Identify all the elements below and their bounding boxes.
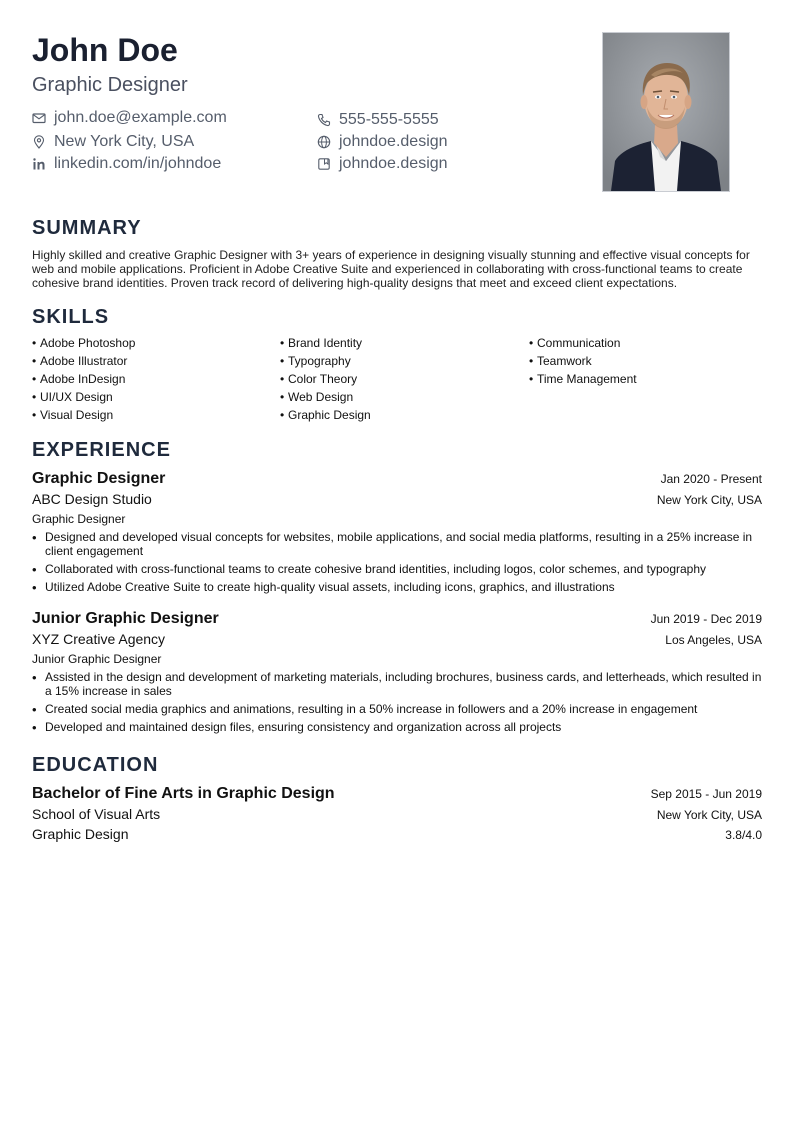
contact-location xyxy=(32,132,194,152)
contact-location-text: New York City, USA xyxy=(54,133,195,150)
contact-linkedin[interactable] xyxy=(32,154,221,174)
job-bullets xyxy=(32,530,762,598)
mail-icon xyxy=(32,111,46,125)
summary-text: Highly skilled and creative Graphic Designer with 3+ years of experience in designing visually stunning and effective visual concepts for web and mobile applications. Proficient in Adobe Creative Suite and experienced in collaborating with cross-functional teams to create cohesive brand identities. Proven track record of delivering high-quality designs that meet and exceed client expectations. xyxy=(32,248,750,290)
education-location: New York City, USA xyxy=(656,808,762,822)
skill-item: • Adobe Photoshop xyxy=(32,336,136,350)
education-field: Graphic Design xyxy=(32,826,129,842)
skill-item: • Typography xyxy=(280,354,351,368)
contact-phone-text: 555-555-5555 xyxy=(339,111,439,128)
location-icon xyxy=(32,135,46,149)
skill-item: • UI/UX Design xyxy=(32,390,113,404)
contact-website[interactable] xyxy=(317,132,448,152)
skills-heading: SKILLS xyxy=(32,306,110,328)
skill-item: • Web Design xyxy=(280,390,354,404)
list-item: • Created social media graphics and animations, resulting in a 50% increase in followers and a 20% increase in engagement xyxy=(32,702,698,717)
resume-job-title: Graphic Designer xyxy=(32,74,188,96)
skill-item: • Graphic Design xyxy=(280,408,371,422)
experience-heading: EXPERIENCE xyxy=(32,439,171,461)
list-item: • Utilized Adobe Creative Suite to create high-quality visual assets, including icons, graphics, and illustrations xyxy=(32,580,615,595)
job-bullets xyxy=(32,670,762,738)
portfolio-icon xyxy=(317,157,331,171)
job-company: XYZ Creative Agency xyxy=(32,631,166,647)
education-dates: Sep 2015 - Jun 2019 xyxy=(650,787,762,801)
job-location: Los Angeles, USA xyxy=(665,633,762,647)
skill-item: • Teamwork xyxy=(529,354,592,368)
phone-icon xyxy=(317,113,331,127)
education-gpa: 3.8/4.0 xyxy=(725,828,762,842)
education-degree: Bachelor of Fine Arts in Graphic Design xyxy=(32,785,335,802)
job-company: ABC Design Studio xyxy=(32,491,152,507)
job-role: Graphic Designer xyxy=(32,512,126,526)
job-title: Graphic Designer xyxy=(32,470,166,487)
list-item: • Collaborated with cross-functional teams to create cohesive brand identities, including logos, color schemes, and typography xyxy=(32,562,707,577)
profile-photo xyxy=(602,32,730,192)
job-dates: Jan 2020 - Present xyxy=(660,472,762,486)
contact-portfolio-text: johndoe.design xyxy=(339,155,448,172)
skill-item: • Adobe InDesign xyxy=(32,372,126,386)
skill-item: • Time Management xyxy=(529,372,637,386)
skill-item: • Color Theory xyxy=(280,372,358,386)
skill-item: • Brand Identity xyxy=(280,336,363,350)
contact-website-text: johndoe.design xyxy=(339,133,448,150)
summary-heading: SUMMARY xyxy=(32,217,142,239)
list-item: • Designed and developed visual concepts for websites, mobile applications, and social media platforms, resulting in a 25% increase in client engagement xyxy=(32,530,753,558)
contact-phone[interactable] xyxy=(317,110,439,130)
profile-portrait-image xyxy=(603,33,729,191)
skill-item: • Communication xyxy=(529,336,621,350)
education-heading: EDUCATION xyxy=(32,754,159,776)
skill-item: • Adobe Illustrator xyxy=(32,354,128,368)
job-dates: Jun 2019 - Dec 2019 xyxy=(650,612,762,626)
job-role: Junior Graphic Designer xyxy=(32,652,162,666)
list-item: • Assisted in the design and development of marketing materials, including brochures, business cards, and letterheads, which resulted in a 15% increase in sales xyxy=(32,670,762,698)
job-title: Junior Graphic Designer xyxy=(32,610,219,627)
contact-portfolio[interactable] xyxy=(317,154,448,174)
skills-list xyxy=(32,336,762,426)
education-school: School of Visual Arts xyxy=(32,806,161,822)
globe-icon xyxy=(317,135,331,149)
resume-name: John Doe xyxy=(32,32,178,68)
contact-linkedin-text: linkedin.com/in/johndoe xyxy=(54,155,222,172)
list-item: • Developed and maintained design files, ensuring consistency and organization across all projects xyxy=(32,720,562,735)
job-location: New York City, USA xyxy=(656,493,762,507)
skill-item: • Visual Design xyxy=(32,408,114,422)
contact-email-text: john.doe@example.com xyxy=(54,109,227,126)
contact-email[interactable] xyxy=(32,108,227,128)
linkedin-icon xyxy=(32,157,46,171)
